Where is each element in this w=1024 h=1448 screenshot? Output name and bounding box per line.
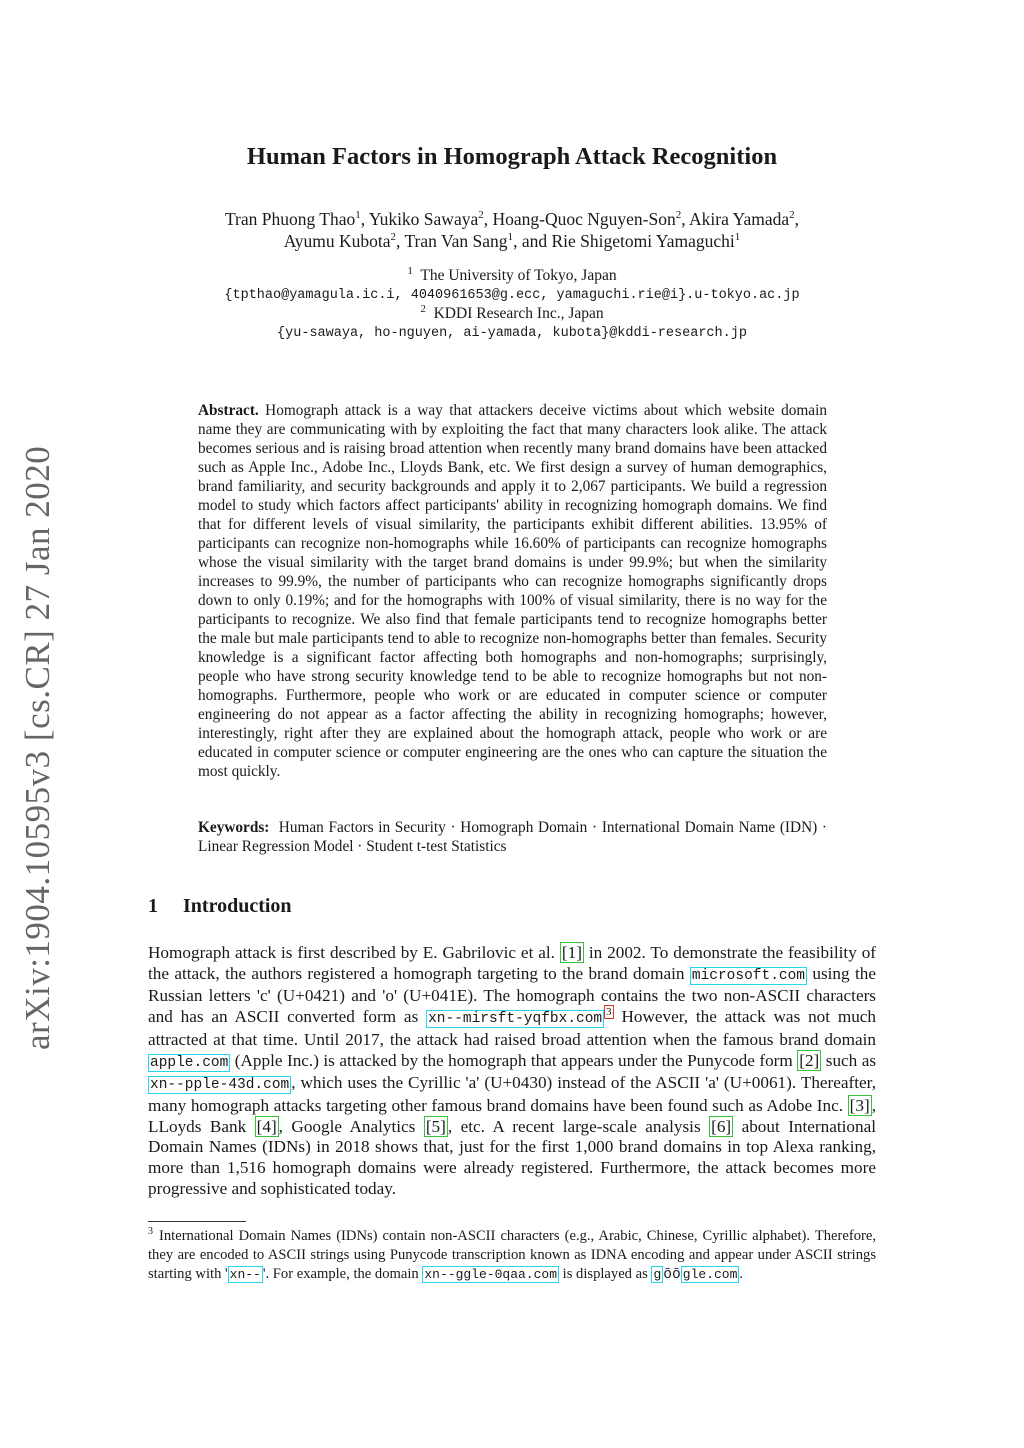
paper-title: Human Factors in Homograph Attack Recognition — [246, 143, 778, 170]
keyword: International Domain Name (IDN) — [601, 819, 818, 836]
author-affiliation-mark: 2 — [478, 209, 484, 222]
author-name: Tran Phuong Thao — [224, 209, 356, 229]
footnote-rule — [148, 1221, 246, 1222]
keyword: Linear Regression Model — [198, 838, 354, 855]
intro-text: , which uses the Cyrillic 'a' (U+0430) instead of the ASCII 'a' (U+0061). Thereafter, many homograph attacks targeting other famous brand domains have been found such as Adobe Inc. — [148, 1073, 876, 1115]
affiliation-1 — [0, 264, 1024, 285]
section-heading — [148, 895, 292, 918]
footnote-mark: 3 — [148, 1226, 153, 1238]
intro-text: using the Russian letters 'c' (U+0421) and 'o' (U+041E). The homograph contains the two non-ASCII characters and has an ASCII converted form as — [148, 963, 876, 1027]
keywords: Keywords: Human Factors in Security · Homograph Domain · International Domain Name (IDN) · Linear Regression Model · Student t-test Statistics — [198, 819, 828, 855]
intro-text: in 2002. To demonstrate the feasibility of the attack, the authors registered a homograph targeting to the brand domain — [148, 943, 877, 983]
domain-link[interactable]: apple.com — [150, 1054, 229, 1071]
keywords-label: Keywords: — [198, 819, 270, 836]
intro-text: about International Domain Names (IDNs) in 2018 shows that, just for the first 1,000 brand domains in top Alexa ranking, more than 1,516 homograph domains were already registered. Furthermore, the attack becomes more progressive and sophisticated today. — [148, 1116, 877, 1198]
footnote-text: '. For example, the domain — [262, 1266, 419, 1282]
affiliation-2 — [0, 302, 1024, 323]
citation-link[interactable]: [5] — [425, 1116, 446, 1136]
author-affiliation-mark: 2 — [675, 209, 682, 222]
footnote-link[interactable]: 3 — [606, 1006, 612, 1019]
author-affiliation-mark: 2 — [390, 231, 397, 244]
author-name: Ayumu Kubota — [283, 231, 391, 251]
intro-text: such as — [825, 1050, 877, 1070]
domain-link[interactable]: g — [653, 1267, 662, 1282]
domain-link[interactable]: gle.com — [682, 1267, 738, 1282]
section-number: 1 — [148, 895, 158, 917]
keyword: Homograph Domain — [460, 819, 588, 836]
author-affiliation-mark: 1 — [734, 231, 741, 244]
intro-text: , etc. A recent large-scale analysis — [447, 1116, 701, 1136]
author-name: Hoang-Quoc Nguyen-Son — [492, 209, 676, 229]
intro-text: Homograph attack is first described by E. Gabrilovic et al. — [148, 943, 555, 962]
author-list-line-2: Ayumu Kubota$^2$, Tran Van Sang$^1$, and Rie Shigetomi Yamaguchi$^1$ — [283, 231, 741, 251]
author-name: Akira Yamada — [689, 209, 790, 229]
domain-link[interactable]: xn--mirsft-yqfbx.com — [428, 1011, 603, 1028]
author-affiliation-mark: 1 — [355, 209, 361, 222]
section-title: Introduction — [183, 895, 292, 917]
domain-link[interactable]: microsoft.com — [691, 967, 805, 984]
abstract-text: Homograph attack is a way that attackers deceive victims about which website domain name they are communicating with by exploiting the fact that many characters look alike. The attack becomes serious and is raising broad attention when recently many brand domains have been attacked such as Apple Inc., Adobe Inc., Lloyds Bank, etc. We first design a survey of human demographics, brand familiarity, and security backgrounds and apply it to 2,067 participants. We build a regression model to study which factors affect participants' ability in recognizing homograph domains. We find that for different levels of visual similarity, the participants exhibit different abilities. 13.95% of participants can recognize non-homographs while 16.60% of participants can recognize homographs whose the visual similarity with the target brand domains is under 99.9%; but when the similarity increases to 99.9%, the number of participants who can recognize homographs significantly drops down to only 0.19%; and for the homographs with 100% of visual similarity, there is no way for the participants to recognize. We also find that female participants tend to recognize homographs better the male but male participants tend to able to recognize non-homographs better than females. Security knowledge is a significant factor affecting both homographs and non-homographs; surprisingly, people who have strong security knowledge tend to be able to recognize homographs but not non-homographs. Furthermore, people who work or are educated in computer science or computer engineering do not appear as a factor affecting the ability in recognizing homographs; however, interestingly, right after they are explained about the homograph attack, people who work or are educated in computer science or computer engineering are the ones who can capture the situation the most quickly. — [198, 402, 827, 780]
keyword: Human Factors in Security — [278, 819, 446, 836]
author-list-line-1: Tran Phuong Thao$^1$, Yukiko Sawaya$^2$, Hoang-Quoc Nguyen-Son$^2$, Akira Yamada$^2$, — [224, 209, 800, 229]
citation-link[interactable]: [6] — [711, 1116, 732, 1136]
introduction-paragraph — [148, 943, 876, 1199]
intro-text: , LLoyds Bank — [148, 1095, 877, 1136]
author-name: Tran Van Sang — [404, 231, 508, 251]
affiliation-1-emails: {tpthao@yamagula.ic.i, 4040961653@g.ecc, yamaguchi.rie@i}.u-tokyo.ac.jp — [224, 288, 800, 303]
intro-text: (Apple Inc.) is attacked by the homograph that appears under the Punycode form — [234, 1050, 793, 1070]
homograph-chars: ōō — [663, 1267, 681, 1283]
author-affiliation-mark: 1 — [507, 231, 514, 244]
footnote-text: International Domain Names (IDNs) contain non-ASCII characters (e.g., Arabic, Chinese, Cyrillic alphabet). Therefore, they are encoded to ASCII strings using Punycode transcription known as IDNA encoding and appear under ASCII strings starting with ' — [148, 1228, 876, 1282]
domain-link[interactable]: xn--ggle-0qaa.com — [424, 1267, 557, 1282]
citation-link[interactable]: [2] — [799, 1050, 820, 1070]
affiliation-name: KDDI Research Inc., Japan — [433, 305, 604, 322]
affiliation-number: 2 — [420, 302, 426, 315]
footnote-text: is displayed as — [562, 1266, 648, 1282]
arxiv-identifier-stamp: arXiv:1904.10595v3 [cs.CR] 27 Jan 2020 — [18, 445, 57, 1050]
author-name: Rie Shigetomi Yamaguchi — [551, 231, 735, 251]
domain-link[interactable]: xn-- — [229, 1267, 261, 1282]
intro-text: , Google Analytics — [278, 1116, 416, 1136]
affiliation-name: The University of Tokyo, Japan — [420, 267, 617, 284]
citation-link[interactable]: [3] — [849, 1095, 870, 1115]
author-affiliation-mark: 2 — [789, 209, 795, 222]
author-name: Yukiko Sawaya — [368, 209, 479, 229]
footnote — [148, 1227, 876, 1285]
affiliation-number: 1 — [407, 264, 413, 277]
intro-text: However, the attack was not much attracted at that time. Until 2017, the attack had raised broad attention when the famous brand domain — [148, 1007, 877, 1049]
affiliation-2-emails: {yu-sawaya, ho-nguyen, ai-yamada, kubota}@kddi-research.jp — [277, 326, 747, 341]
abstract — [198, 401, 827, 781]
domain-link[interactable]: xn--pple-43d.com — [150, 1077, 290, 1094]
abstract-label: Abstract. — [198, 402, 259, 419]
citation-link[interactable]: [4] — [256, 1116, 277, 1136]
citation-link[interactable]: [1] — [561, 943, 582, 962]
footnote-text: . — [739, 1266, 744, 1282]
keyword: Student t-test Statistics — [366, 838, 507, 855]
